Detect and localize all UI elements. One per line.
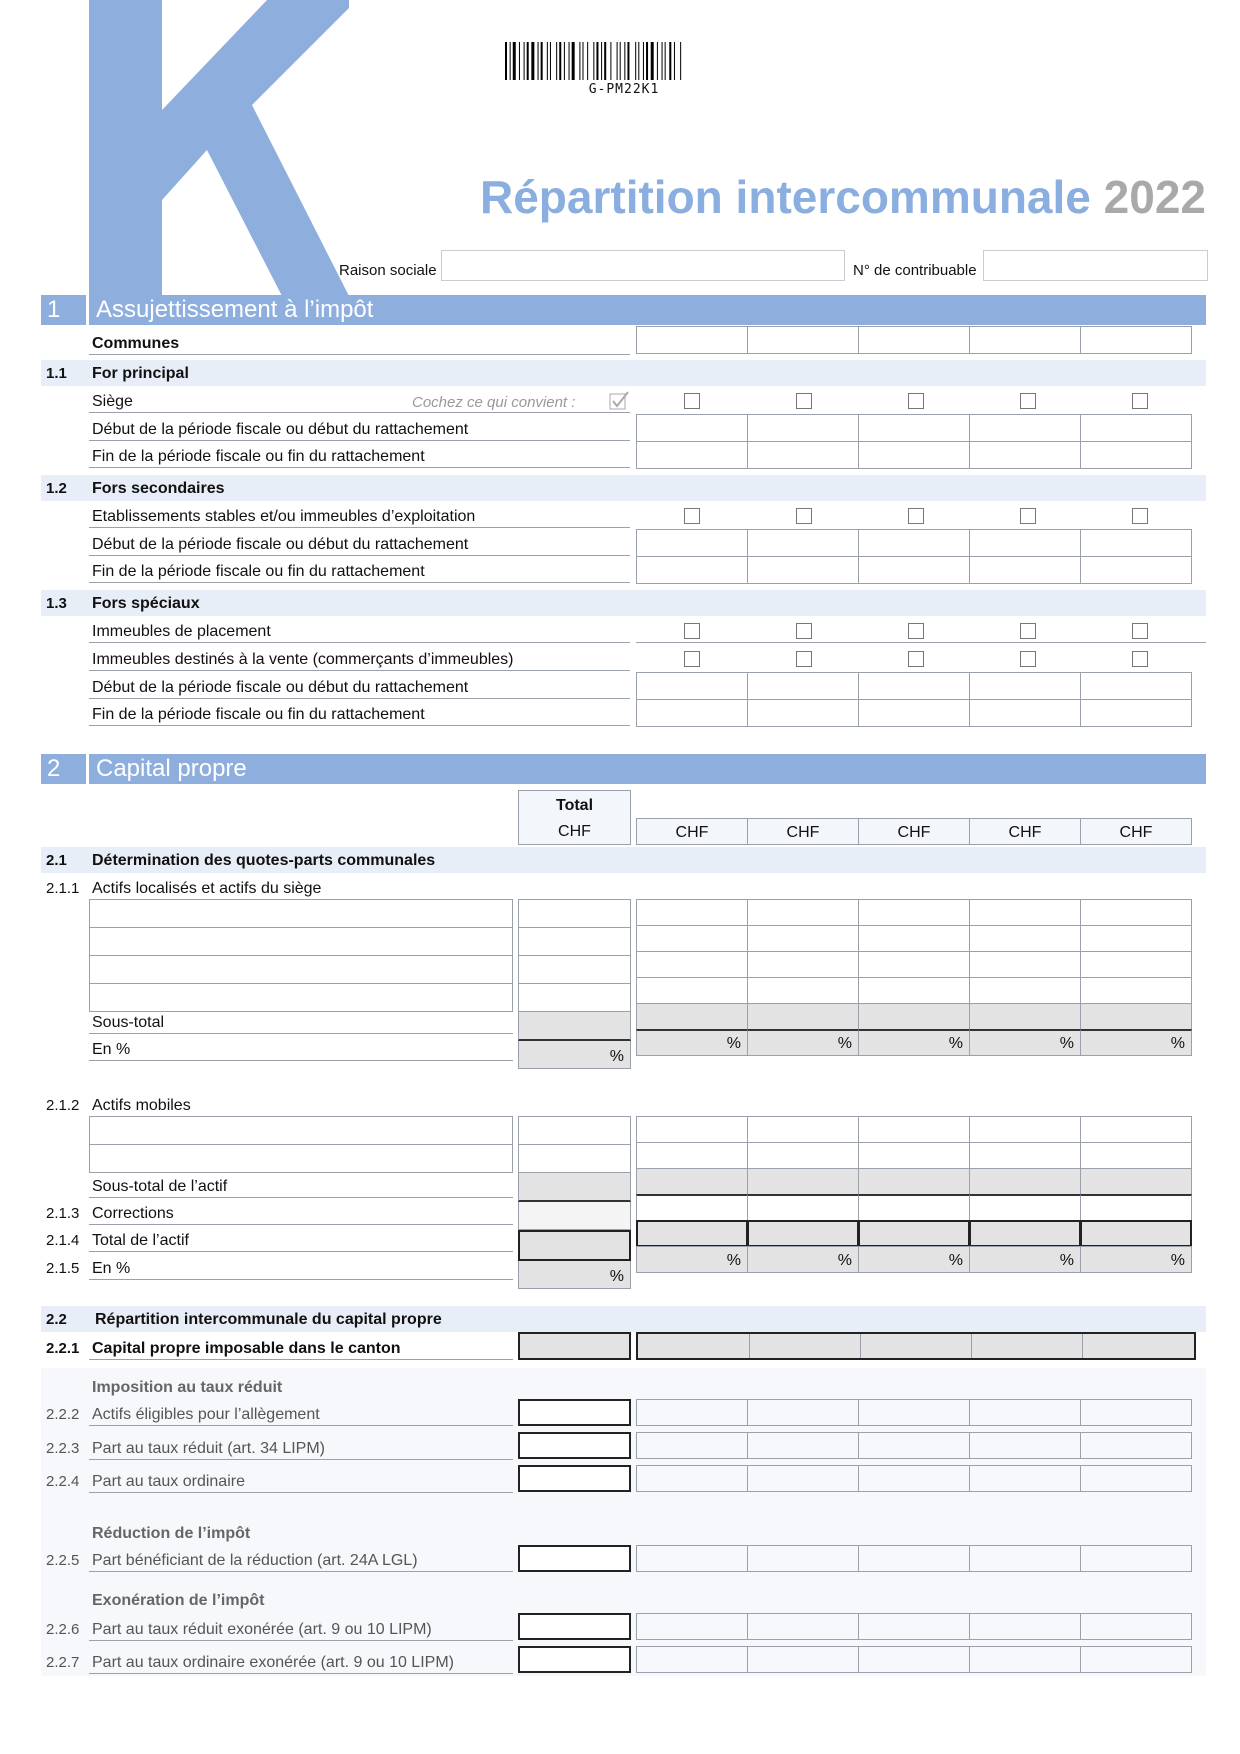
date-input[interactable] <box>969 672 1081 700</box>
s223-total-input[interactable] <box>518 1432 631 1459</box>
date-input[interactable] <box>1080 556 1192 584</box>
section-2-number: 2 <box>41 754 86 784</box>
s214-label: Total de l’actif <box>92 1232 189 1249</box>
commune-input[interactable] <box>747 977 859 1004</box>
s12-title: Fors secondaires <box>92 480 225 497</box>
date-input[interactable] <box>858 529 970 557</box>
vente-checkbox[interactable] <box>1132 651 1148 667</box>
commune-input[interactable] <box>1080 326 1192 354</box>
chf-label: CHF <box>636 818 748 845</box>
commune-input[interactable] <box>636 899 748 926</box>
s13-number: 1.3 <box>46 595 67 612</box>
communes-label: Communes <box>92 335 180 352</box>
date-input[interactable] <box>636 529 748 557</box>
total-actif <box>518 1230 631 1261</box>
commune-input[interactable] <box>636 1142 748 1169</box>
commune-input[interactable] <box>1080 977 1192 1004</box>
percent-sign: % <box>726 1035 741 1052</box>
commune-input[interactable] <box>747 899 859 926</box>
percent-sign: % <box>837 1252 852 1269</box>
s212-number: 2.1.2 <box>46 1097 80 1114</box>
s12-number: 1.2 <box>46 480 67 497</box>
s222-label: Actifs éligibles pour l’allègement <box>92 1406 320 1423</box>
commune-soustotal <box>636 1168 748 1195</box>
commune-total <box>1080 1220 1192 1247</box>
s224-commune-grid <box>636 1465 1206 1492</box>
commune-input[interactable] <box>1080 1613 1192 1640</box>
commune-input[interactable] <box>636 326 748 354</box>
s211-commune-grid <box>636 899 1206 1056</box>
commune-soustotal <box>969 1168 1081 1195</box>
percent-sign: % <box>948 1252 963 1269</box>
vente-checkbox[interactable] <box>796 651 812 667</box>
s213-number: 2.1.3 <box>46 1205 80 1222</box>
s21-number: 2.1 <box>46 852 67 869</box>
commune-total <box>969 1220 1081 1247</box>
commune-input[interactable] <box>858 1116 970 1143</box>
commune-correction[interactable] <box>747 1194 859 1221</box>
s226-label: Part au taux réduit exonérée (art. 9 ou 10 LIPM) <box>92 1621 432 1638</box>
commune-soustotal <box>1080 1168 1192 1195</box>
s221-commune-grid <box>636 1332 1196 1360</box>
title-text: Répartition intercommunale <box>480 171 1091 223</box>
vente-checkbox[interactable] <box>1020 651 1036 667</box>
s221-total <box>518 1332 631 1360</box>
siege-checkbox[interactable] <box>1132 393 1148 409</box>
percent-sign: % <box>948 1035 963 1052</box>
exo-title: Exonération de l’impôt <box>92 1592 265 1609</box>
total-label: Total <box>555 797 594 814</box>
commune-input[interactable] <box>1080 1432 1192 1459</box>
vente-checkbox[interactable] <box>908 651 924 667</box>
date-input[interactable] <box>969 414 1081 442</box>
commune-correction[interactable] <box>858 1194 970 1221</box>
s222-total-input[interactable] <box>518 1399 631 1426</box>
vente-checkbox[interactable] <box>684 651 700 667</box>
commune-input[interactable] <box>969 951 1081 978</box>
barcode-text: G-PM22K1 <box>588 82 660 97</box>
commune-input[interactable] <box>858 951 970 978</box>
page-title <box>480 170 1206 224</box>
s226-total-input[interactable] <box>518 1613 631 1640</box>
commune-input[interactable] <box>747 1613 859 1640</box>
etab-checkbox[interactable] <box>796 508 812 524</box>
commune-input[interactable] <box>747 1142 859 1169</box>
s11-debut-label: Début de la période fiscale ou début du rattachement <box>92 421 469 438</box>
total-header <box>518 790 631 845</box>
percent-sign: % <box>1170 1252 1185 1269</box>
s225-number: 2.2.5 <box>46 1552 80 1569</box>
date-input[interactable] <box>636 672 748 700</box>
commune-input[interactable] <box>969 1545 1081 1572</box>
commune-pct <box>747 1029 859 1056</box>
s215-label: En % <box>92 1260 131 1277</box>
s223-label: Part au taux réduit (art. 34 LIPM) <box>92 1440 325 1457</box>
chf-label: CHF <box>858 818 970 845</box>
s212-soustotal-label: Sous-total de l’actif <box>92 1178 228 1195</box>
date-input[interactable] <box>747 529 859 557</box>
s214-number: 2.1.4 <box>46 1232 80 1249</box>
commune-soustotal <box>1080 1003 1192 1030</box>
s226-commune-grid <box>636 1613 1206 1640</box>
s221-number: 2.2.1 <box>46 1340 80 1357</box>
commune-input[interactable] <box>969 977 1081 1004</box>
chf-label: CHF <box>558 823 591 840</box>
commune-input[interactable] <box>636 1613 748 1640</box>
commune-total <box>636 1220 748 1247</box>
total-input[interactable] <box>518 1145 631 1173</box>
commune-correction[interactable] <box>969 1194 1081 1221</box>
siege-checkbox[interactable] <box>684 393 700 409</box>
commune-input[interactable] <box>858 899 970 926</box>
total-pct: % <box>518 1261 631 1289</box>
commune-input[interactable] <box>1080 1465 1192 1492</box>
s212-label: Actifs mobiles <box>92 1097 191 1114</box>
commune-input[interactable] <box>636 951 748 978</box>
date-input[interactable] <box>1080 672 1192 700</box>
description-input[interactable] <box>89 1116 513 1145</box>
total-input[interactable] <box>518 1116 631 1145</box>
commune-input[interactable] <box>969 1465 1081 1492</box>
percent-sign: % <box>837 1035 852 1052</box>
commune-input[interactable] <box>1080 899 1192 926</box>
commune-input[interactable] <box>747 925 859 952</box>
chf-label: CHF <box>1080 818 1192 845</box>
commune-input[interactable] <box>969 1432 1081 1459</box>
s212-total-inputs <box>518 1116 631 1289</box>
s211-total-inputs <box>518 899 631 1069</box>
date-input[interactable] <box>636 699 748 727</box>
date-input[interactable] <box>969 529 1081 557</box>
percent-sign: % <box>1059 1035 1074 1052</box>
commune-input[interactable] <box>969 1399 1081 1426</box>
s227-label: Part au taux ordinaire exonérée (art. 9 ou 10 LIPM) <box>92 1654 454 1671</box>
s213-label: Corrections <box>92 1205 174 1222</box>
total-pct: % <box>518 1041 631 1069</box>
commune-value <box>860 1334 972 1358</box>
chf-label: CHF <box>747 818 859 845</box>
chf-header-row <box>636 818 1192 845</box>
section-1-title: Assujettissement à l’impôt <box>89 295 1206 325</box>
commune-input[interactable] <box>636 1399 748 1426</box>
description-input[interactable] <box>89 899 513 928</box>
commune-pct <box>969 1029 1081 1056</box>
date-input[interactable] <box>636 441 748 469</box>
commune-input[interactable] <box>636 1465 748 1492</box>
date-input[interactable] <box>858 699 970 727</box>
etab-label: Etablissements stables et/ou immeubles d’exploitation <box>92 508 476 525</box>
placement-checkbox[interactable] <box>908 623 924 639</box>
commune-input[interactable] <box>858 1545 970 1572</box>
vente-label: Immeubles destinés à la vente (commerçants d’immeubles) <box>92 651 514 668</box>
commune-value <box>749 1334 861 1358</box>
s222-commune-grid <box>636 1399 1206 1426</box>
s211-enpct-label: En % <box>92 1041 131 1058</box>
date-input[interactable] <box>858 556 970 584</box>
s212-commune-grid <box>636 1116 1206 1273</box>
commune-soustotal <box>636 1003 748 1030</box>
siege-label: Siège <box>92 393 133 410</box>
s224-total-input[interactable] <box>518 1465 631 1492</box>
commune-input[interactable] <box>858 1646 970 1673</box>
barcode <box>505 42 743 80</box>
s223-number: 2.2.3 <box>46 1440 80 1457</box>
commune-input[interactable] <box>858 1142 970 1169</box>
commune-input[interactable] <box>858 1465 970 1492</box>
commune-pct <box>1080 1246 1192 1273</box>
s224-number: 2.2.4 <box>46 1473 80 1490</box>
commune-input[interactable] <box>969 899 1081 926</box>
date-input[interactable] <box>747 672 859 700</box>
total-soustotal <box>518 1012 631 1041</box>
percent-sign: % <box>1170 1035 1185 1052</box>
commune-input[interactable] <box>858 1613 970 1640</box>
commune-input[interactable] <box>1080 925 1192 952</box>
s11-date-grid <box>636 414 1192 469</box>
commune-pct <box>747 1246 859 1273</box>
commune-total <box>858 1220 970 1247</box>
date-input[interactable] <box>1080 414 1192 442</box>
s223-commune-grid <box>636 1432 1206 1459</box>
commune-pct <box>636 1246 748 1273</box>
commune-input[interactable] <box>747 1465 859 1492</box>
commune-pct <box>1080 1029 1192 1056</box>
s211-description-inputs <box>89 899 513 1012</box>
s212-description-inputs <box>89 1116 513 1173</box>
s22-number: 2.2 <box>46 1311 67 1328</box>
reduction-title: Réduction de l’impôt <box>92 1525 251 1542</box>
commune-input[interactable] <box>858 1399 970 1426</box>
s11-number: 1.1 <box>46 365 67 382</box>
commune-value <box>971 1334 1083 1358</box>
commune-correction[interactable] <box>1080 1194 1192 1221</box>
s11-title: For principal <box>92 365 189 382</box>
s211-number: 2.1.1 <box>46 880 80 897</box>
percent-sign: % <box>1059 1252 1074 1269</box>
commune-input[interactable] <box>969 1116 1081 1143</box>
commune-input[interactable] <box>747 1399 859 1426</box>
s211-label: Actifs localisés et actifs du siège <box>92 880 322 897</box>
commune-input[interactable] <box>1080 1142 1192 1169</box>
chf-label: CHF <box>969 818 1081 845</box>
commune-total <box>747 1220 859 1247</box>
description-input[interactable] <box>89 928 513 956</box>
date-input[interactable] <box>1080 529 1192 557</box>
s12-debut-label: Début de la période fiscale ou début du rattachement <box>92 536 469 553</box>
s226-number: 2.2.6 <box>46 1621 80 1638</box>
commune-soustotal <box>858 1168 970 1195</box>
etab-checkbox[interactable] <box>684 508 700 524</box>
s13-title: Fors spéciaux <box>92 595 200 612</box>
s225-label: Part bénéficiant de la réduction (art. 24A LGL) <box>92 1552 418 1569</box>
commune-input[interactable] <box>858 1432 970 1459</box>
commune-pct <box>858 1246 970 1273</box>
commune-input[interactable] <box>747 326 859 354</box>
raison-sociale-label: Raison sociale <box>339 262 437 279</box>
commune-input[interactable] <box>636 1646 748 1673</box>
description-input[interactable] <box>89 1145 513 1173</box>
date-input[interactable] <box>1080 699 1192 727</box>
s211-soustotal-label: Sous-total <box>92 1014 165 1031</box>
placement-checkbox[interactable] <box>796 623 812 639</box>
commune-input[interactable] <box>636 1545 748 1572</box>
section-2-title: Capital propre <box>89 754 1206 784</box>
k-letter-graphic <box>89 0 349 296</box>
commune-input[interactable] <box>1080 1545 1192 1572</box>
s222-number: 2.2.2 <box>46 1406 80 1423</box>
commune-input[interactable] <box>858 925 970 952</box>
total-input[interactable] <box>518 956 631 984</box>
placement-checkbox[interactable] <box>684 623 700 639</box>
s224-label: Part au taux ordinaire <box>92 1473 245 1490</box>
commune-input[interactable] <box>747 1646 859 1673</box>
percent-sign: % <box>726 1252 741 1269</box>
commune-input[interactable] <box>969 925 1081 952</box>
commune-pct <box>636 1029 748 1056</box>
s12-fin-label: Fin de la période fiscale ou fin du rattachement <box>92 563 425 580</box>
total-input[interactable] <box>518 899 631 928</box>
commune-input[interactable] <box>747 1545 859 1572</box>
s13-date-grid <box>636 672 1192 727</box>
s227-commune-grid <box>636 1646 1206 1673</box>
commune-soustotal <box>747 1003 859 1030</box>
s225-commune-grid <box>636 1545 1206 1572</box>
date-input[interactable] <box>747 414 859 442</box>
date-input[interactable] <box>969 441 1081 469</box>
date-input[interactable] <box>858 414 970 442</box>
description-input[interactable] <box>89 984 513 1012</box>
s227-number: 2.2.7 <box>46 1654 80 1671</box>
etab-checkbox[interactable] <box>1020 508 1036 524</box>
s13-fin-label: Fin de la période fiscale ou fin du rattachement <box>92 706 425 723</box>
s22-title: Répartition intercommunale du capital propre <box>95 1311 442 1328</box>
reduit-title: Imposition au taux réduit <box>92 1379 283 1396</box>
title-year: 2022 <box>1103 171 1206 223</box>
commune-value <box>638 1334 750 1358</box>
commune-input[interactable] <box>969 1613 1081 1640</box>
checkmark-icon <box>609 390 631 410</box>
commune-input[interactable] <box>858 326 970 354</box>
date-input[interactable] <box>969 556 1081 584</box>
commune-input[interactable] <box>636 977 748 1004</box>
commune-pct <box>969 1246 1081 1273</box>
s21-title: Détermination des quotes-parts communales <box>92 852 436 869</box>
commune-soustotal <box>969 1003 1081 1030</box>
commune-pct <box>858 1029 970 1056</box>
placement-label: Immeubles de placement <box>92 623 271 640</box>
s11-fin-label: Fin de la période fiscale ou fin du rattachement <box>92 448 425 465</box>
date-input[interactable] <box>747 699 859 727</box>
total-corrections <box>518 1202 631 1230</box>
commune-input[interactable] <box>1080 1646 1192 1673</box>
description-input[interactable] <box>89 956 513 984</box>
placement-checkbox[interactable] <box>1132 623 1148 639</box>
commune-input[interactable] <box>1080 951 1192 978</box>
date-input[interactable] <box>636 556 748 584</box>
s215-number: 2.1.5 <box>46 1260 80 1277</box>
date-input[interactable] <box>969 699 1081 727</box>
etab-checkbox[interactable] <box>1132 508 1148 524</box>
communes-inputs <box>636 326 1192 354</box>
s12-date-grid <box>636 529 1192 584</box>
commune-input[interactable] <box>636 1116 748 1143</box>
total-input[interactable] <box>518 984 631 1012</box>
commune-input[interactable] <box>969 1142 1081 1169</box>
commune-soustotal <box>747 1168 859 1195</box>
date-input[interactable] <box>858 441 970 469</box>
cochez-hint: Cochez ce qui convient : <box>412 394 576 411</box>
date-input[interactable] <box>636 414 748 442</box>
date-input[interactable] <box>858 672 970 700</box>
commune-input[interactable] <box>747 951 859 978</box>
siege-checkbox[interactable] <box>908 393 924 409</box>
total-soustotal <box>518 1173 631 1202</box>
commune-input[interactable] <box>636 1432 748 1459</box>
commune-input[interactable] <box>969 326 1081 354</box>
siege-checkbox[interactable] <box>1020 393 1036 409</box>
commune-input[interactable] <box>636 925 748 952</box>
commune-input[interactable] <box>1080 1116 1192 1143</box>
commune-input[interactable] <box>858 977 970 1004</box>
commune-soustotal <box>858 1003 970 1030</box>
s225-total-input[interactable] <box>518 1545 631 1572</box>
commune-input[interactable] <box>1080 1399 1192 1426</box>
contribuable-label: N° de contribuable <box>853 262 977 279</box>
commune-input[interactable] <box>747 1432 859 1459</box>
s221-label: Capital propre imposable dans le canton <box>92 1340 401 1357</box>
section-1-number: 1 <box>41 295 86 325</box>
etab-checkbox[interactable] <box>908 508 924 524</box>
commune-correction[interactable] <box>636 1194 748 1221</box>
s13-debut-label: Début de la période fiscale ou début du rattachement <box>92 679 469 696</box>
date-input[interactable] <box>1080 441 1192 469</box>
total-input[interactable] <box>518 928 631 956</box>
date-input[interactable] <box>747 441 859 469</box>
contribuable-input[interactable] <box>983 250 1208 281</box>
commune-input[interactable] <box>747 1116 859 1143</box>
commune-value <box>1082 1334 1194 1358</box>
placement-checkbox[interactable] <box>1020 623 1036 639</box>
raison-sociale-input[interactable] <box>441 250 845 281</box>
date-input[interactable] <box>747 556 859 584</box>
siege-checkbox[interactable] <box>796 393 812 409</box>
s227-total-input[interactable] <box>518 1646 631 1673</box>
commune-input[interactable] <box>969 1646 1081 1673</box>
